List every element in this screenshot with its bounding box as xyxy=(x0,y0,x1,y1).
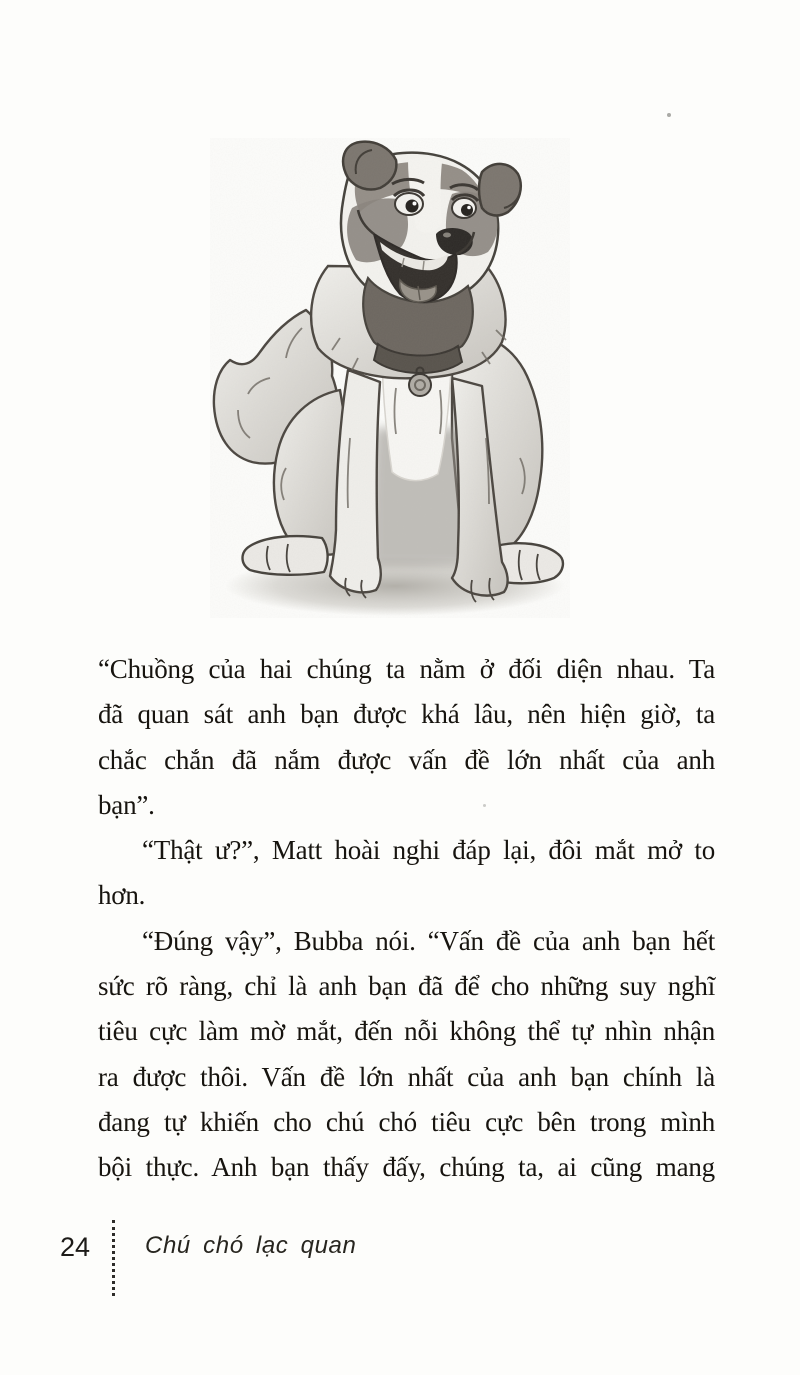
text-line: “Chuồng của hai chúng ta nằm ở đối diện nhau. Ta xyxy=(98,654,715,684)
text-line: “Thật ư?”, Matt hoài nghi đáp lại, đôi mắt mở to xyxy=(142,835,715,866)
text-line: ra được thôi. Vấn đề lớn nhất của anh bạn chính là xyxy=(98,1061,715,1092)
ink-speck xyxy=(667,113,671,117)
text-line: “Đúng vậy”, Bubba nói. “Vấn đề của anh bạn hết xyxy=(142,925,715,956)
page-number: 24 xyxy=(60,1232,91,1262)
body-text xyxy=(98,647,715,1191)
text-line: hơn. xyxy=(98,880,146,911)
running-title: Chú chó lạc quan xyxy=(145,1232,357,1259)
text-line: bạn”. xyxy=(98,789,155,820)
text-line: chắc chắn đã nắm được vấn đề lớn nhất của anh xyxy=(98,744,715,775)
dotted-divider xyxy=(112,1220,115,1296)
page-footer xyxy=(60,1220,356,1296)
text-line: đã quan sát anh bạn được khá lâu, nên hiện giờ, ta xyxy=(98,699,715,730)
text-line: tiêu cực làm mờ mắt, đến nỗi không thể tự nhìn nhận xyxy=(98,1016,715,1047)
pencil-texture xyxy=(210,138,570,618)
dog-illustration xyxy=(190,138,590,638)
text-line: sức rõ ràng, chỉ là anh bạn đã để cho những suy nghĩ xyxy=(98,971,715,1002)
text-line: bội thực. Anh bạn thấy đấy, chúng ta, ai cũng mang xyxy=(98,1152,715,1183)
text-line: đang tự khiến cho chú chó tiêu cực bên trong mình xyxy=(98,1106,715,1137)
dog-drawing-svg xyxy=(190,138,590,638)
